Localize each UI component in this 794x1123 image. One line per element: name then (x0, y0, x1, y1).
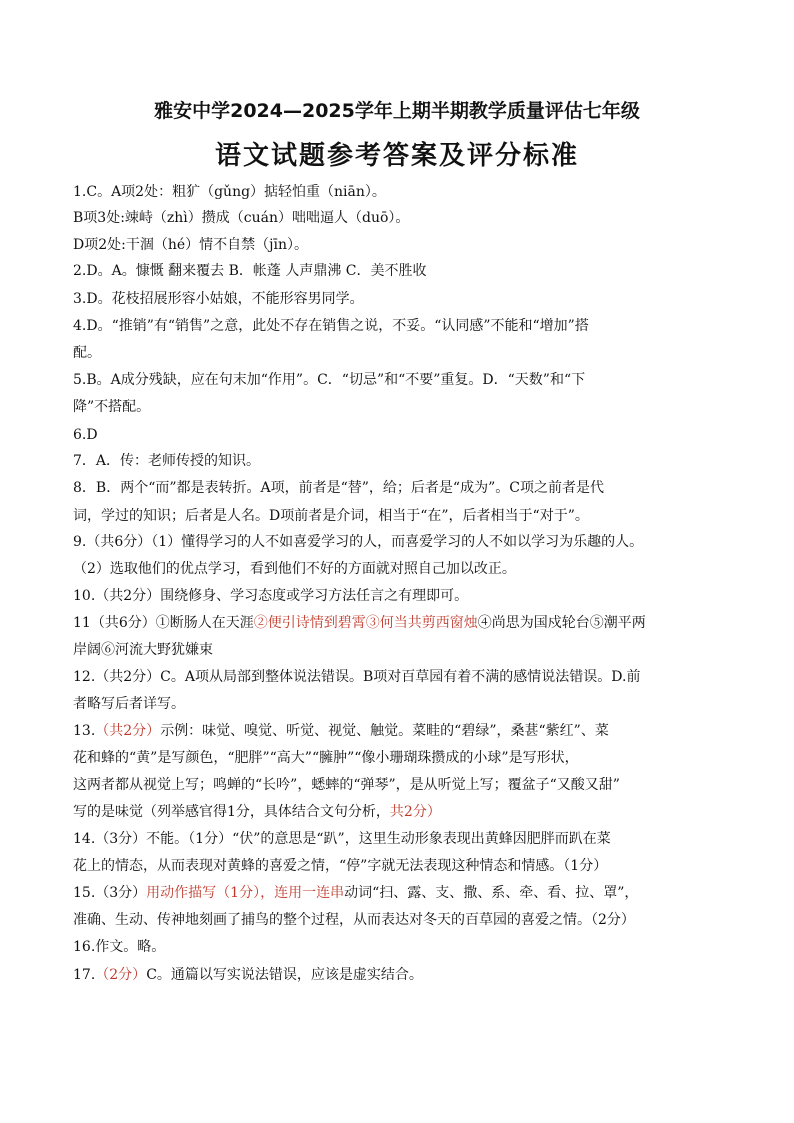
answer-line (73, 614, 733, 632)
answer-text: C。通篇以写实说法错误，应该是虚实结合。 (146, 967, 423, 983)
answer-line: 16.作文。略。 (73, 939, 166, 955)
answer-line: 10.（共2分）围绕修身、学习态度或学习方法任言之有理即可。 (73, 588, 469, 604)
answer-line: 8．B．两个“而”都是表转折。A项，前者是“替”，给；后者是“成为”。C项之前者是代 (73, 480, 604, 496)
answer-text: 13. (73, 723, 96, 739)
highlighted-answer-text: （2分） (95, 967, 147, 983)
document-header-title: 雅安中学2024—2025学年上期半期教学质量评估七年级 (154, 100, 640, 122)
answer-text: 17. (73, 967, 96, 983)
answer-line: 7．A．传：老师传授的知识。 (73, 453, 261, 469)
highlighted-answer-text: 用动作描写（1分），连用一连串 (146, 885, 345, 901)
answer-line (73, 966, 733, 984)
answer-line (73, 722, 733, 740)
highlighted-answer-text: ②便引诗情到碧霄③何当共剪西窗烛 (253, 615, 478, 631)
answer-line: 花和蜂的“黄”是写颜色，“肥胖”“高大”“臃肿”“像小珊瑚珠攒成的小球”是写形状， (73, 750, 579, 766)
answer-text: 15.（3分） (73, 885, 147, 901)
answer-line: 降”不搭配。 (73, 399, 151, 415)
answer-text: ④尚思为国戍轮台⑤潮平两 (477, 615, 646, 631)
answer-line (73, 803, 733, 821)
answer-line: 12.（共2分）C。A项从局部到整体说法错误。B项对百草园有着不满的感情说法错误。D.前 (73, 669, 641, 685)
highlighted-answer-text: 共2分） (389, 804, 441, 820)
answer-line: 3.D。花枝招展形容小姑娘，不能形容男同学。 (73, 291, 364, 307)
answer-line: B项3处:竦峙（zhì）攒成（cuán）咄咄逼人（duō）。 (73, 210, 410, 226)
answer-line (73, 884, 733, 902)
document-subtitle: 语文试题参考答案及评分标准 (214, 141, 579, 171)
answer-line: 6.D (73, 427, 98, 443)
answer-line: 准确、生动、传神地刻画了捕鸟的整个过程，从而表达对冬天的百草园的喜爱之情。（2分） (73, 912, 635, 928)
answer-line: 4.D。“推销”有“销售”之意，此处不存在销售之说，不妥。“认同感”不能和“增加”搭 (73, 318, 589, 334)
answer-line: 1.C。A项2处：粗犷（gǔng）掂轻怕重（niān）。 (73, 184, 386, 200)
answer-text: 写的是味觉（列举感官得1分，具体结合文句分析， (73, 804, 390, 820)
answer-text: 示例：味觉、嗅觉、听觉、视觉、触觉。菜畦的“碧绿”，桑葚“紫红”、菜 (160, 723, 609, 739)
answer-line: 这两者都从视觉上写；鸣蝉的“长吟”，蟋蟀的“弹琴”，是从听觉上写；覆盆子“又酸又甜” (73, 777, 620, 793)
answer-line: 配。 (73, 345, 101, 361)
answer-line: D项2处:干涸（hé）情不自禁（jīn）。 (73, 237, 308, 253)
answer-line: 14.（3分）不能。（1分）“伏”的意思是“趴”，这里生动形象表现出黄蜂因肥胖而趴在菜 (73, 831, 611, 847)
answer-line: 词，学过的知识；后者是人名。D项前者是介词，相当于“在”，后者相当于“对于”。 (73, 508, 589, 524)
answer-text: 11（共6分）①断肠人在天涯 (73, 615, 254, 631)
answer-line: 花上的情态，从而表现对黄蜂的喜爱之情，“停”字就无法表现这种情态和情感。（1分） (73, 858, 608, 874)
answer-line: 2.D。A。慷慨 翻来覆去 B．帐蓬 人声鼎沸 C．美不胜收 (73, 263, 427, 279)
answer-line: 岸阔⑥河流大野犹嫌束 (73, 642, 213, 658)
answer-text: 动词“扫、露、支、撒、系、牵、看、拉、罩”， (344, 885, 639, 901)
highlighted-answer-text: （共2分） (95, 723, 161, 739)
answer-line: 者略写后者详写。 (73, 696, 185, 712)
answer-line: 5.B。A成分残缺，应在句末加“作用”。C．“切忌”和“不要”重复。D．“天数”和“下 (73, 372, 586, 388)
answer-line: （2）选取他们的优点学习，看到他们不好的方面就对照自己加以改正。 (73, 561, 516, 577)
answer-line: 9.（共6分）（1）懂得学习的人不如喜爱学习的人，而喜爱学习的人不如以学习为乐趣的人。 (73, 534, 644, 550)
